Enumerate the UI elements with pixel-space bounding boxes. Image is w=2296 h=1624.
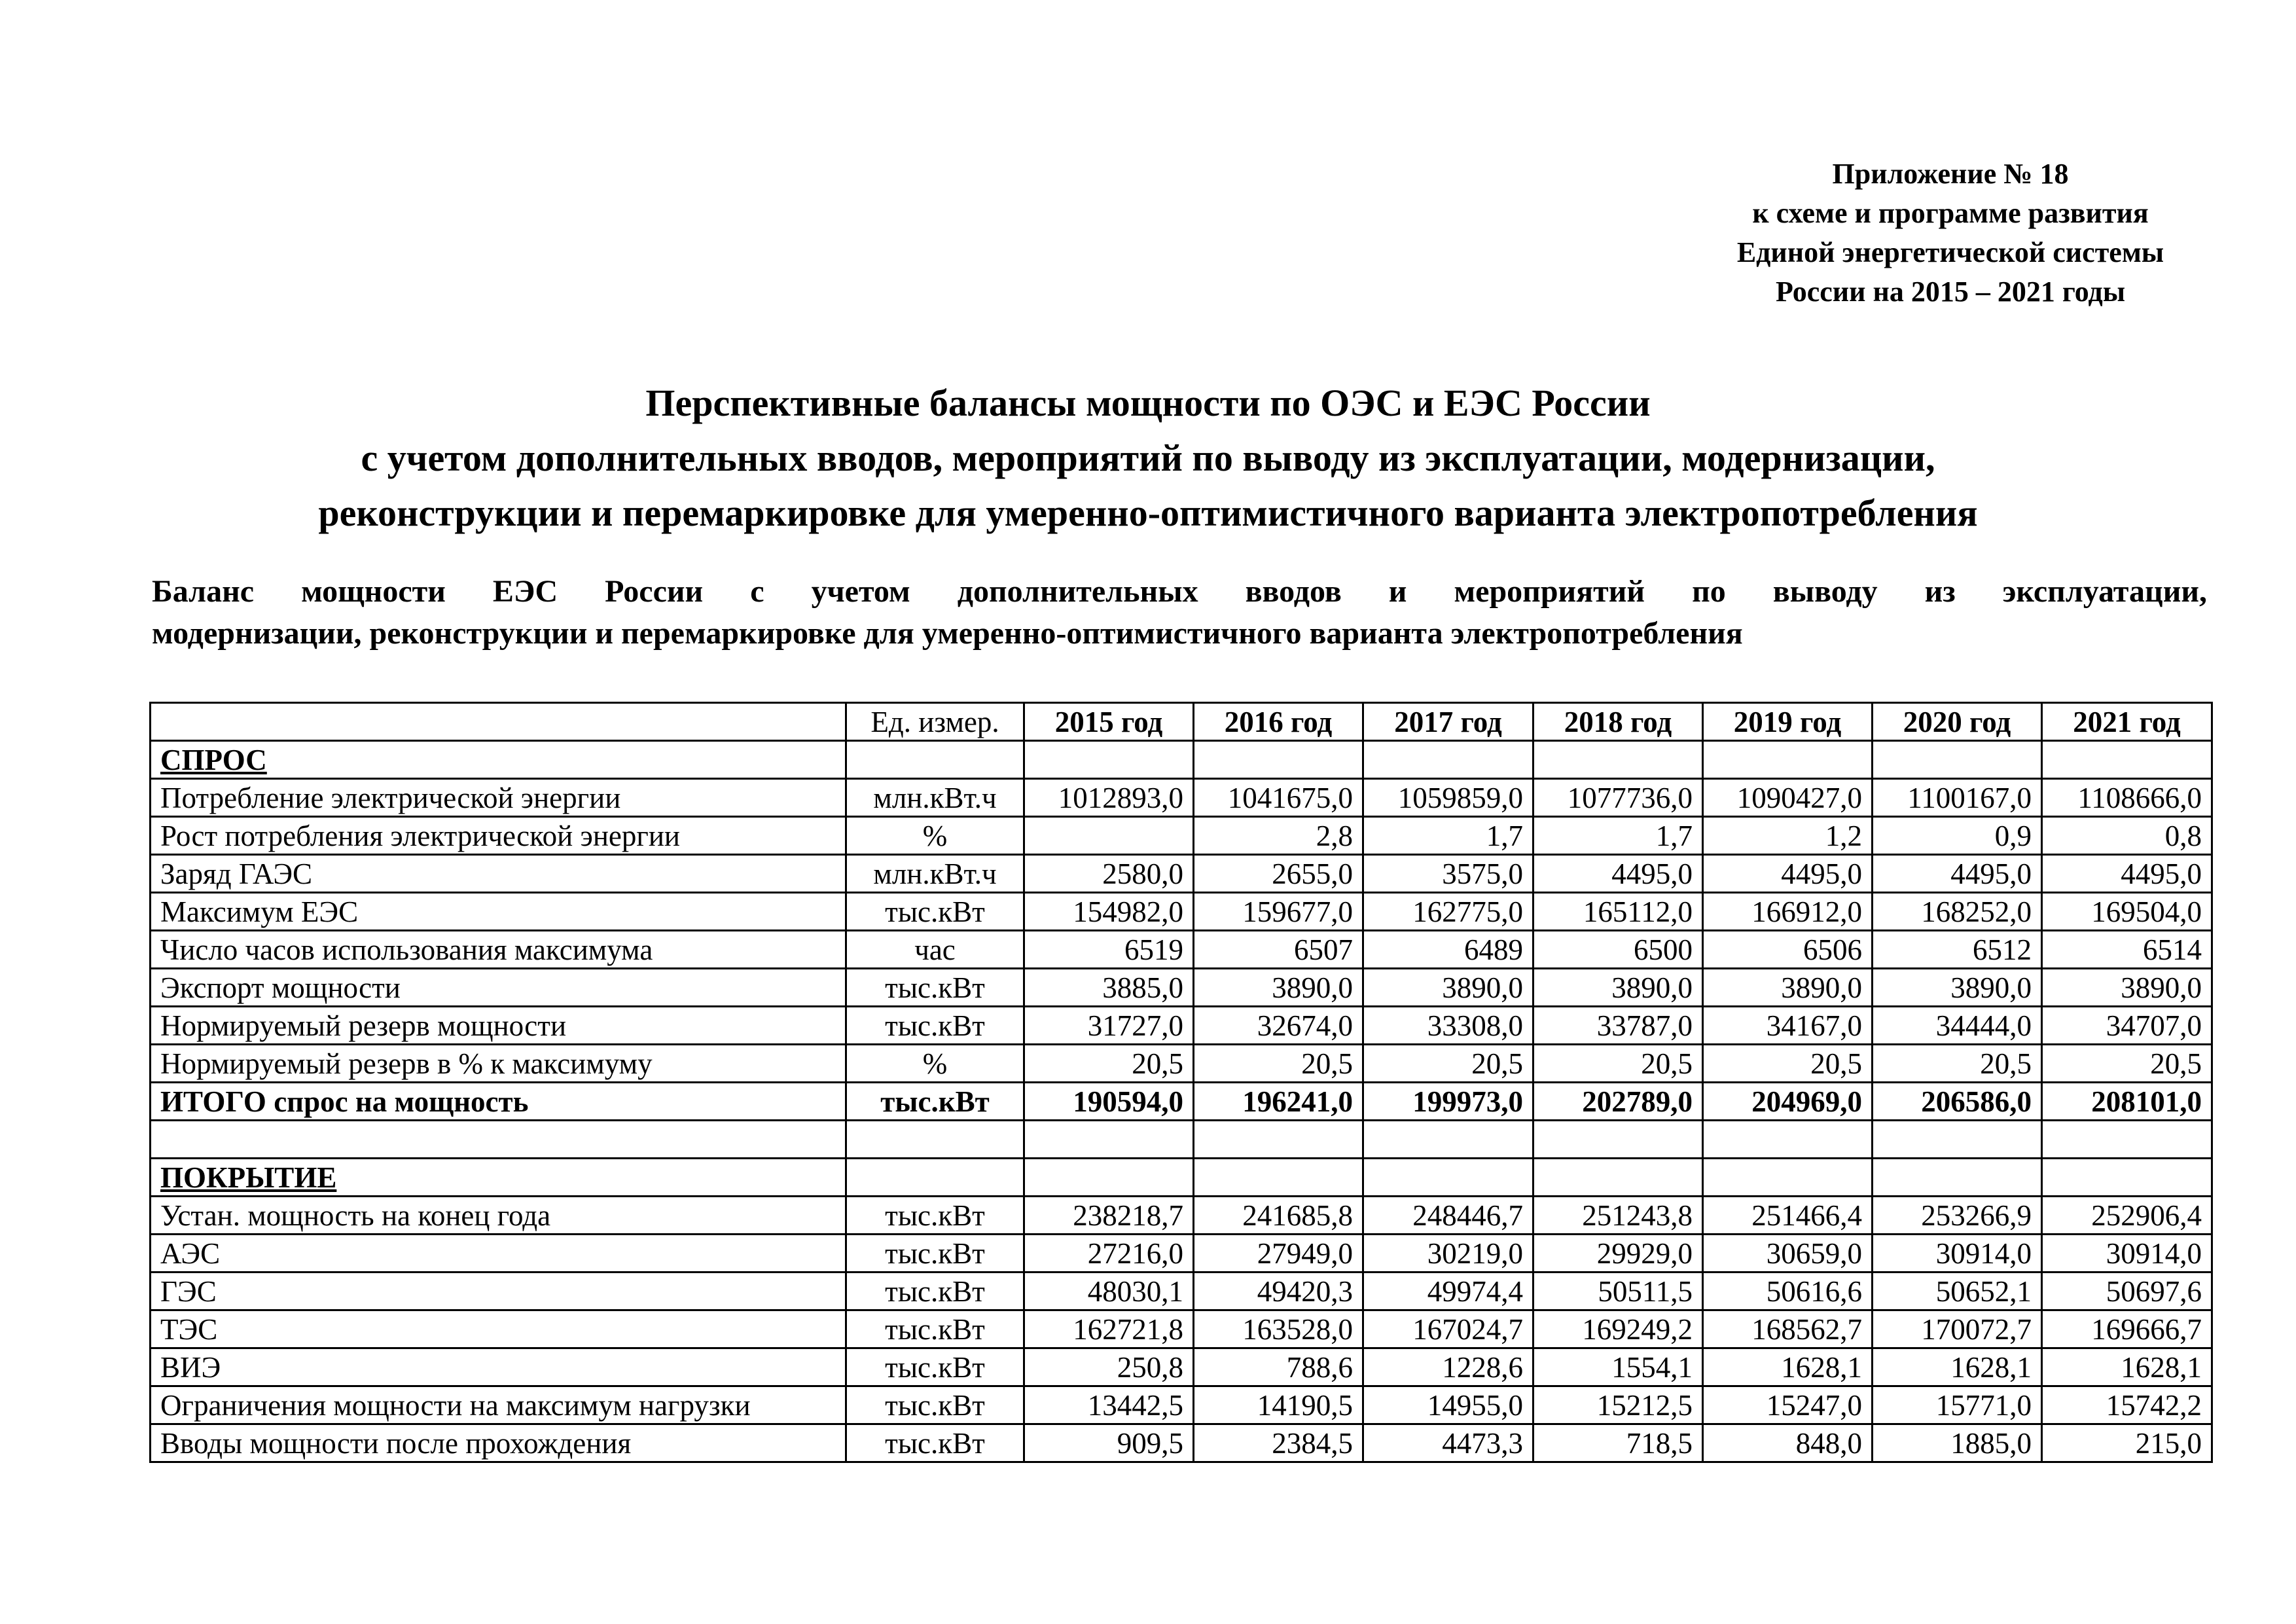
row-unit-cell: млн.кВт.ч	[846, 779, 1024, 817]
value-cell: 718,5	[1534, 1424, 1703, 1462]
value-cell: 6512	[1873, 931, 2042, 969]
value-cell	[1873, 1159, 2042, 1197]
value-cell: 251243,8	[1534, 1197, 1703, 1235]
value-cell	[1194, 1121, 1363, 1159]
value-cell: 20,5	[1363, 1045, 1534, 1083]
value-cell	[1194, 741, 1363, 779]
value-cell	[1363, 741, 1534, 779]
value-cell: 50697,6	[2042, 1272, 2212, 1310]
value-cell: 3890,0	[1363, 969, 1534, 1007]
value-cell: 3890,0	[1703, 969, 1873, 1007]
value-cell: 253266,9	[1873, 1197, 2042, 1235]
table-row	[151, 1348, 2212, 1386]
value-cell: 199973,0	[1363, 1083, 1534, 1121]
value-cell: 6489	[1363, 931, 1534, 969]
value-cell: 169249,2	[1534, 1310, 1703, 1348]
value-cell	[1703, 1121, 1873, 1159]
header-year-cell: 2019 год	[1703, 703, 1873, 741]
value-cell: 168252,0	[1873, 893, 2042, 931]
value-cell: 15212,5	[1534, 1386, 1703, 1424]
value-cell: 202789,0	[1534, 1083, 1703, 1121]
value-cell: 30659,0	[1703, 1235, 1873, 1272]
appendix-line: Единой энергетической системы	[1736, 236, 2164, 268]
value-cell: 251466,4	[1703, 1197, 1873, 1235]
header-year-cell: 2021 год	[2042, 703, 2212, 741]
value-cell: 50652,1	[1873, 1272, 2042, 1310]
table-row	[151, 1235, 2212, 1272]
row-name-cell: Нормируемый резерв мощности	[151, 1007, 846, 1045]
row-name-cell: ИТОГО спрос на мощность	[151, 1083, 846, 1121]
value-cell: 169666,7	[2042, 1310, 2212, 1348]
document-title	[131, 376, 2165, 541]
header-unit-cell: Ед. измер.	[846, 703, 1024, 741]
value-cell: 167024,7	[1363, 1310, 1534, 1348]
value-cell: 168562,7	[1703, 1310, 1873, 1348]
section-heading-cell: СПРОС	[151, 741, 846, 779]
table-row	[151, 817, 2212, 855]
value-cell: 162775,0	[1363, 893, 1534, 931]
value-cell: 20,5	[1534, 1045, 1703, 1083]
value-cell	[1703, 1159, 1873, 1197]
value-cell: 215,0	[2042, 1424, 2212, 1462]
row-name-cell: Устан. мощность на конец года	[151, 1197, 846, 1235]
value-cell: 33308,0	[1363, 1007, 1534, 1045]
table-row	[151, 969, 2212, 1007]
value-cell: 3890,0	[1873, 969, 2042, 1007]
value-cell: 909,5	[1024, 1424, 1194, 1462]
value-cell: 3575,0	[1363, 855, 1534, 893]
value-cell: 166912,0	[1703, 893, 1873, 931]
value-cell: 204969,0	[1703, 1083, 1873, 1121]
value-cell: 20,5	[1703, 1045, 1873, 1083]
value-cell	[1194, 1159, 1363, 1197]
value-cell: 34707,0	[2042, 1007, 2212, 1045]
value-cell: 206586,0	[1873, 1083, 2042, 1121]
value-cell: 1108666,0	[2042, 779, 2212, 817]
row-name-cell: Заряд ГАЭС	[151, 855, 846, 893]
value-cell: 50511,5	[1534, 1272, 1703, 1310]
table-row	[151, 1159, 2212, 1197]
value-cell: 1,2	[1703, 817, 1873, 855]
row-unit-cell: тыс.кВт	[846, 1235, 1024, 1272]
value-cell: 50616,6	[1703, 1272, 1873, 1310]
row-name-cell	[151, 1121, 846, 1159]
value-cell: 241685,8	[1194, 1197, 1363, 1235]
value-cell: 2580,0	[1024, 855, 1194, 893]
value-cell	[2042, 1159, 2212, 1197]
value-cell: 154982,0	[1024, 893, 1194, 931]
row-unit-cell	[846, 741, 1024, 779]
value-cell: 20,5	[1194, 1045, 1363, 1083]
value-cell: 15771,0	[1873, 1386, 2042, 1424]
row-name-cell: Рост потребления электрической энергии	[151, 817, 846, 855]
value-cell	[1363, 1159, 1534, 1197]
value-cell	[1534, 741, 1703, 779]
value-cell: 14955,0	[1363, 1386, 1534, 1424]
value-cell: 170072,7	[1873, 1310, 2042, 1348]
value-cell: 1554,1	[1534, 1348, 1703, 1386]
power-balance-table	[149, 702, 2213, 1463]
row-name-cell: Вводы мощности после прохождения	[151, 1424, 846, 1462]
header-year-cell: 2015 год	[1024, 703, 1194, 741]
value-cell: 4495,0	[1703, 855, 1873, 893]
value-cell: 196241,0	[1194, 1083, 1363, 1121]
value-cell: 208101,0	[2042, 1083, 2212, 1121]
value-cell: 1077736,0	[1534, 779, 1703, 817]
row-unit-cell: тыс.кВт	[846, 1197, 1024, 1235]
row-name-cell: Число часов использования максимума	[151, 931, 846, 969]
row-unit-cell: тыс.кВт	[846, 1007, 1024, 1045]
table-caption	[152, 571, 2207, 655]
value-cell: 0,9	[1873, 817, 2042, 855]
value-cell: 20,5	[2042, 1045, 2212, 1083]
title-line: реконструкции и перемаркировке для умеренно-оптимистичного варианта электропотребления	[318, 492, 1978, 534]
value-cell: 2384,5	[1194, 1424, 1363, 1462]
value-cell	[1024, 741, 1194, 779]
value-cell: 15742,2	[2042, 1386, 2212, 1424]
row-unit-cell: час	[846, 931, 1024, 969]
value-cell: 4473,3	[1363, 1424, 1534, 1462]
value-cell: 252906,4	[2042, 1197, 2212, 1235]
value-cell: 1885,0	[1873, 1424, 2042, 1462]
row-name-cell: АЭС	[151, 1235, 846, 1272]
value-cell: 1628,1	[2042, 1348, 2212, 1386]
value-cell	[1703, 741, 1873, 779]
value-cell: 4495,0	[2042, 855, 2212, 893]
value-cell: 20,5	[1024, 1045, 1194, 1083]
header-year-cell: 2020 год	[1873, 703, 2042, 741]
value-cell: 30914,0	[1873, 1235, 2042, 1272]
value-cell: 162721,8	[1024, 1310, 1194, 1348]
table-row	[151, 855, 2212, 893]
row-unit-cell	[846, 1159, 1024, 1197]
value-cell	[2042, 741, 2212, 779]
value-cell: 4495,0	[1873, 855, 2042, 893]
table-row	[151, 1121, 2212, 1159]
appendix-header	[1676, 154, 2225, 312]
table-row	[151, 1386, 2212, 1424]
table-row	[151, 741, 2212, 779]
row-name-cell: Экспорт мощности	[151, 969, 846, 1007]
title-line: с учетом дополнительных вводов, мероприятий по выводу из эксплуатации, модернизации,	[361, 437, 1935, 479]
row-unit-cell: млн.кВт.ч	[846, 855, 1024, 893]
value-cell: 1041675,0	[1194, 779, 1363, 817]
row-name-cell: Потребление электрической энергии	[151, 779, 846, 817]
table-row	[151, 931, 2212, 969]
table-row	[151, 1272, 2212, 1310]
value-cell: 3890,0	[1194, 969, 1363, 1007]
value-cell	[1534, 1159, 1703, 1197]
value-cell: 30914,0	[2042, 1235, 2212, 1272]
value-cell: 1,7	[1363, 817, 1534, 855]
appendix-line: Приложение № 18	[1832, 158, 2069, 190]
value-cell: 6519	[1024, 931, 1194, 969]
value-cell	[1024, 1121, 1194, 1159]
row-unit-cell: тыс.кВт	[846, 1386, 1024, 1424]
value-cell: 6514	[2042, 931, 2212, 969]
value-cell: 6507	[1194, 931, 1363, 969]
value-cell: 3890,0	[2042, 969, 2212, 1007]
row-name-cell: ГЭС	[151, 1272, 846, 1310]
header-year-cell: 2016 год	[1194, 703, 1363, 741]
row-unit-cell	[846, 1121, 1024, 1159]
table-row	[151, 1424, 2212, 1462]
value-cell	[1534, 1121, 1703, 1159]
row-unit-cell: %	[846, 1045, 1024, 1083]
row-name-cell: Максимум ЕЭС	[151, 893, 846, 931]
value-cell: 6500	[1534, 931, 1703, 969]
table-body	[151, 703, 2212, 1462]
value-cell: 248446,7	[1363, 1197, 1534, 1235]
value-cell: 29929,0	[1534, 1235, 1703, 1272]
value-cell: 20,5	[1873, 1045, 2042, 1083]
value-cell: 4495,0	[1534, 855, 1703, 893]
table-row	[151, 893, 2212, 931]
value-cell: 6506	[1703, 931, 1873, 969]
value-cell: 238218,7	[1024, 1197, 1194, 1235]
value-cell: 159677,0	[1194, 893, 1363, 931]
value-cell: 32674,0	[1194, 1007, 1363, 1045]
row-unit-cell: тыс.кВт	[846, 1424, 1024, 1462]
appendix-line: к схеме и программе развития	[1752, 197, 2149, 229]
value-cell: 163528,0	[1194, 1310, 1363, 1348]
value-cell: 2,8	[1194, 817, 1363, 855]
value-cell	[1363, 1121, 1534, 1159]
value-cell: 1628,1	[1703, 1348, 1873, 1386]
value-cell: 15247,0	[1703, 1386, 1873, 1424]
value-cell: 1628,1	[1873, 1348, 2042, 1386]
value-cell: 0,8	[2042, 817, 2212, 855]
row-name-cell: Ограничения мощности на максимум нагрузки	[151, 1386, 846, 1424]
value-cell: 1012893,0	[1024, 779, 1194, 817]
row-unit-cell: тыс.кВт	[846, 1348, 1024, 1386]
value-cell: 31727,0	[1024, 1007, 1194, 1045]
table-row	[151, 1197, 2212, 1235]
value-cell: 2655,0	[1194, 855, 1363, 893]
caption-line: Баланс мощности ЕЭС России с учетом дополнительных вводов и мероприятий по выводу из эксплуатации,	[152, 574, 2207, 609]
row-unit-cell: тыс.кВт	[846, 893, 1024, 931]
table-row	[151, 1007, 2212, 1045]
section-heading-cell: ПОКРЫТИЕ	[151, 1159, 846, 1197]
table-row	[151, 1083, 2212, 1121]
value-cell: 3885,0	[1024, 969, 1194, 1007]
value-cell: 48030,1	[1024, 1272, 1194, 1310]
value-cell: 165112,0	[1534, 893, 1703, 931]
value-cell	[1873, 741, 2042, 779]
table-row	[151, 1310, 2212, 1348]
header-year-cell: 2017 год	[1363, 703, 1534, 741]
value-cell: 190594,0	[1024, 1083, 1194, 1121]
value-cell: 14190,5	[1194, 1386, 1363, 1424]
value-cell: 848,0	[1703, 1424, 1873, 1462]
table-row	[151, 1045, 2212, 1083]
value-cell: 250,8	[1024, 1348, 1194, 1386]
row-unit-cell: тыс.кВт	[846, 1272, 1024, 1310]
value-cell: 1,7	[1534, 817, 1703, 855]
header-year-cell: 2018 год	[1534, 703, 1703, 741]
value-cell: 34167,0	[1703, 1007, 1873, 1045]
value-cell	[2042, 1121, 2212, 1159]
value-cell: 49974,4	[1363, 1272, 1534, 1310]
row-name-cell: ВИЭ	[151, 1348, 846, 1386]
value-cell: 788,6	[1194, 1348, 1363, 1386]
value-cell	[1873, 1121, 2042, 1159]
row-name-cell: Нормируемый резерв в % к максимуму	[151, 1045, 846, 1083]
value-cell: 33787,0	[1534, 1007, 1703, 1045]
appendix-line: России на 2015 – 2021 годы	[1775, 276, 2126, 308]
value-cell: 49420,3	[1194, 1272, 1363, 1310]
value-cell: 1090427,0	[1703, 779, 1873, 817]
value-cell: 169504,0	[2042, 893, 2212, 931]
header-name-cell	[151, 703, 846, 741]
value-cell	[1024, 817, 1194, 855]
value-cell: 1100167,0	[1873, 779, 2042, 817]
value-cell: 1059859,0	[1363, 779, 1534, 817]
row-name-cell: ТЭС	[151, 1310, 846, 1348]
value-cell: 30219,0	[1363, 1235, 1534, 1272]
value-cell	[1024, 1159, 1194, 1197]
row-unit-cell: тыс.кВт	[846, 969, 1024, 1007]
value-cell: 34444,0	[1873, 1007, 2042, 1045]
value-cell: 27216,0	[1024, 1235, 1194, 1272]
table-row	[151, 779, 2212, 817]
row-unit-cell: %	[846, 817, 1024, 855]
table-header-row	[151, 703, 2212, 741]
value-cell: 13442,5	[1024, 1386, 1194, 1424]
row-unit-cell: тыс.кВт	[846, 1083, 1024, 1121]
value-cell: 1228,6	[1363, 1348, 1534, 1386]
row-unit-cell: тыс.кВт	[846, 1310, 1024, 1348]
value-cell: 27949,0	[1194, 1235, 1363, 1272]
title-line: Перспективные балансы мощности по ОЭС и ЕЭС России	[645, 382, 1651, 424]
value-cell: 3890,0	[1534, 969, 1703, 1007]
caption-line: модернизации, реконструкции и перемаркировке для умеренно-оптимистичного варианта электропотребления	[152, 616, 1743, 651]
